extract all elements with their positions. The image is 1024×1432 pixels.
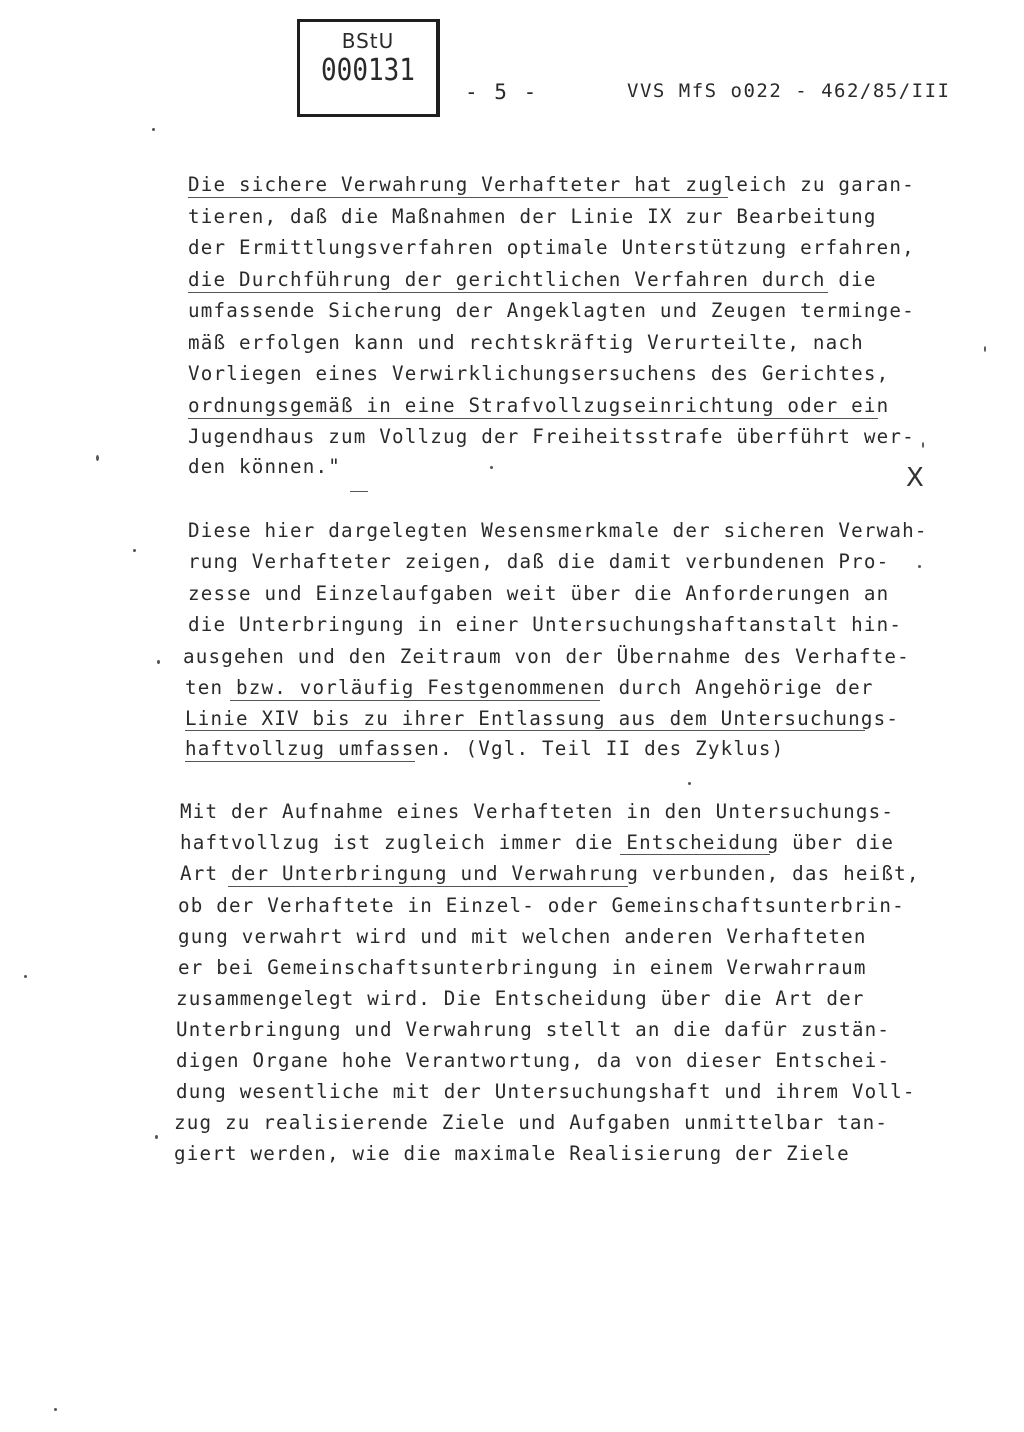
text-line: zusammengelegt wird. Die Entscheidung über die Art der <box>176 987 865 1010</box>
scan-speck <box>152 128 155 131</box>
scan-speck <box>155 1135 158 1139</box>
text-line: giert werden, wie die maximale Realisierung der Ziele <box>174 1142 850 1165</box>
scan-speck <box>133 549 136 552</box>
stamp-org-label: BStU <box>341 29 395 53</box>
text-line: dung wesentliche mit der Untersuchungshaft und ihrem Voll- <box>176 1080 916 1103</box>
archive-stamp <box>297 19 440 117</box>
text-line: haftvollzug ist zugleich immer die Entscheidung über die <box>180 831 895 854</box>
document-reference: VVS MfS o022 - 462/85/III <box>627 80 951 102</box>
text-line: zesse und Einzelaufgaben weit über die Anforderungen an <box>188 582 890 605</box>
text-line: Art der Unterbringung und Verwahrung verbunden, das heißt, <box>180 862 920 885</box>
text-line: den können." <box>188 455 342 478</box>
handwritten-underline <box>350 491 368 492</box>
handwritten-underline <box>185 730 865 731</box>
handwritten-underline <box>188 197 728 198</box>
text-line: ausgehen und den Zeitraum von der Übernahme des Verhafte- <box>183 645 910 668</box>
text-line: Unterbringung und Verwahrung stellt an die dafür zustän- <box>176 1018 891 1041</box>
text-line: gung verwahrt wird und mit welchen anderen Verhafteten <box>178 925 867 948</box>
text-line: der Ermittlungsverfahren optimale Unterstützung erfahren, <box>188 236 915 259</box>
text-line: ten bzw. vorläufig Festgenommenen durch Angehörige der <box>185 676 874 699</box>
scan-speck <box>54 1408 57 1411</box>
handwritten-underline <box>188 292 828 293</box>
scan-speck <box>922 442 924 448</box>
scan-speck <box>96 455 99 461</box>
margin-cross-mark: X <box>906 463 924 493</box>
text-line: die Durchführung der gerichtlichen Verfahren durch die <box>188 268 877 291</box>
text-line: mäß erfolgen kann und rechtskräftig Verurteilte, nach <box>188 331 864 354</box>
text-line: tieren, daß die Maßnahmen der Linie IX zur Bearbeitung <box>188 205 877 228</box>
text-line: rung Verhafteter zeigen, daß die damit verbundenen Pro- <box>188 550 890 573</box>
page-number: - 5 - <box>465 80 539 104</box>
handwritten-underline <box>188 418 878 419</box>
text-line: ordnungsgemäß in eine Strafvollzugseinrichtung oder ein <box>188 394 890 417</box>
text-line: Mit der Aufnahme eines Verhafteten in den Untersuchungs- <box>180 800 895 823</box>
stamp-archive-number: 000131 <box>321 53 415 89</box>
text-line: haftvollzug umfassen. (Vgl. Teil II des Zyklus) <box>185 737 785 760</box>
handwritten-underline <box>230 700 600 701</box>
text-line: umfassende Sicherung der Angeklagten und Zeugen terminge- <box>188 299 915 322</box>
text-line: ob der Verhaftete in Einzel- oder Gemeinschaftsunterbrin- <box>178 894 905 917</box>
handwritten-underline <box>620 854 770 855</box>
scan-speck <box>984 346 986 352</box>
scan-speck <box>688 782 691 785</box>
text-line: zug zu realisierende Ziele und Aufgaben unmittelbar tan- <box>174 1111 889 1134</box>
text-line: digen Organe hohe Verantwortung, da von dieser Entschei- <box>176 1049 891 1072</box>
handwritten-underline <box>185 761 415 762</box>
text-line: die Unterbringung in einer Untersuchungshaftanstalt hin- <box>188 613 903 636</box>
scan-speck <box>918 565 921 568</box>
scan-speck <box>490 466 493 469</box>
text-line: Linie XIV bis zu ihrer Entlassung aus dem Untersuchungs- <box>185 707 900 730</box>
scan-speck <box>157 660 160 664</box>
handwritten-underline <box>228 886 628 887</box>
scan-speck <box>24 975 27 978</box>
text-line: Vorliegen eines Verwirklichungsersuchens des Gerichtes, <box>188 362 890 385</box>
text-line: Diese hier dargelegten Wesensmerkmale der sicheren Verwah- <box>188 519 928 542</box>
text-line: Jugendhaus zum Vollzug der Freiheitsstrafe überführt wer- <box>188 425 915 448</box>
text-line: Die sichere Verwahrung Verhafteter hat zugleich zu garan- <box>188 173 915 196</box>
text-line: er bei Gemeinschaftsunterbringung in einem Verwahrraum <box>178 956 867 979</box>
